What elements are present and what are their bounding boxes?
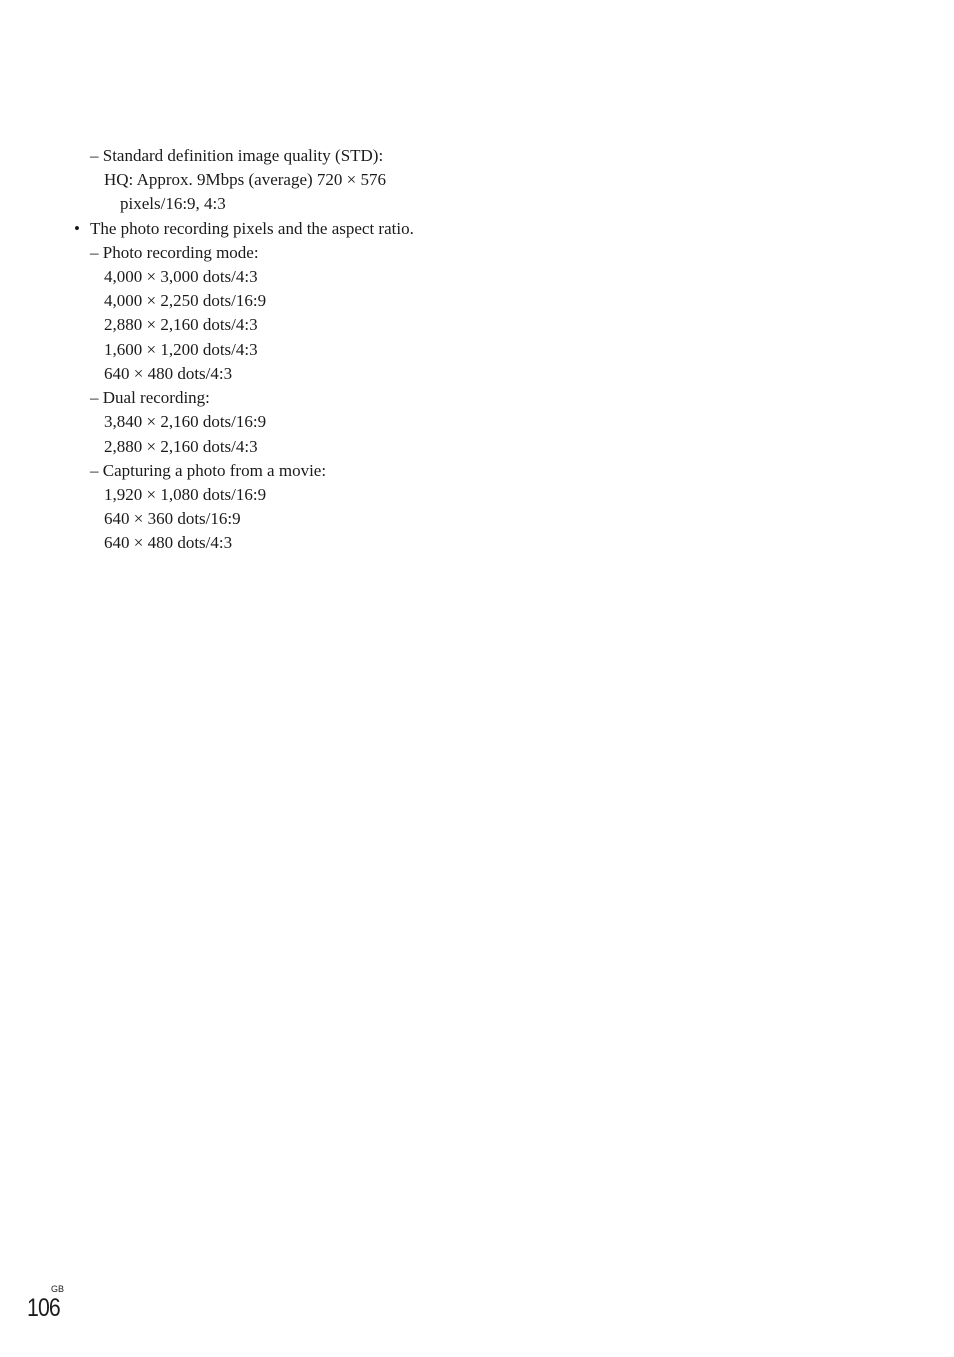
std-hq-line: HQ: Approx. 9Mbps (average) 720 × 576 <box>104 170 387 189</box>
list-item: 3,840 × 2,160 dots/16:9 <box>104 412 267 431</box>
dual-recording-heading: – Dual recording: <box>90 388 210 407</box>
capture-photo-heading: – Capturing a photo from a movie: <box>90 461 327 480</box>
std-quality-heading: – Standard definition image quality (STD): <box>90 146 384 165</box>
list-item: 640 × 480 dots/4:3 <box>104 364 233 383</box>
page-number: 106 <box>27 1294 60 1322</box>
list-item: 4,000 × 3,000 dots/4:3 <box>104 267 258 286</box>
list-item: 4,000 × 2,250 dots/16:9 <box>104 291 267 310</box>
photo-mode-heading: – Photo recording mode: <box>90 243 259 262</box>
list-item: 640 × 480 dots/4:3 <box>104 533 233 552</box>
list-item: 640 × 360 dots/16:9 <box>104 509 241 528</box>
list-item: 2,880 × 2,160 dots/4:3 <box>104 315 258 334</box>
photo-pixels-intro: The photo recording pixels and the aspect ratio. <box>90 219 414 238</box>
list-item: 1,600 × 1,200 dots/4:3 <box>104 340 258 359</box>
list-item: 1,920 × 1,080 dots/16:9 <box>104 485 267 504</box>
list-item: 2,880 × 2,160 dots/4:3 <box>104 437 258 456</box>
std-hq-continuation: pixels/16:9, 4:3 <box>120 194 226 213</box>
bullet-icon: • <box>74 219 80 238</box>
region-code: GB <box>51 1284 65 1294</box>
